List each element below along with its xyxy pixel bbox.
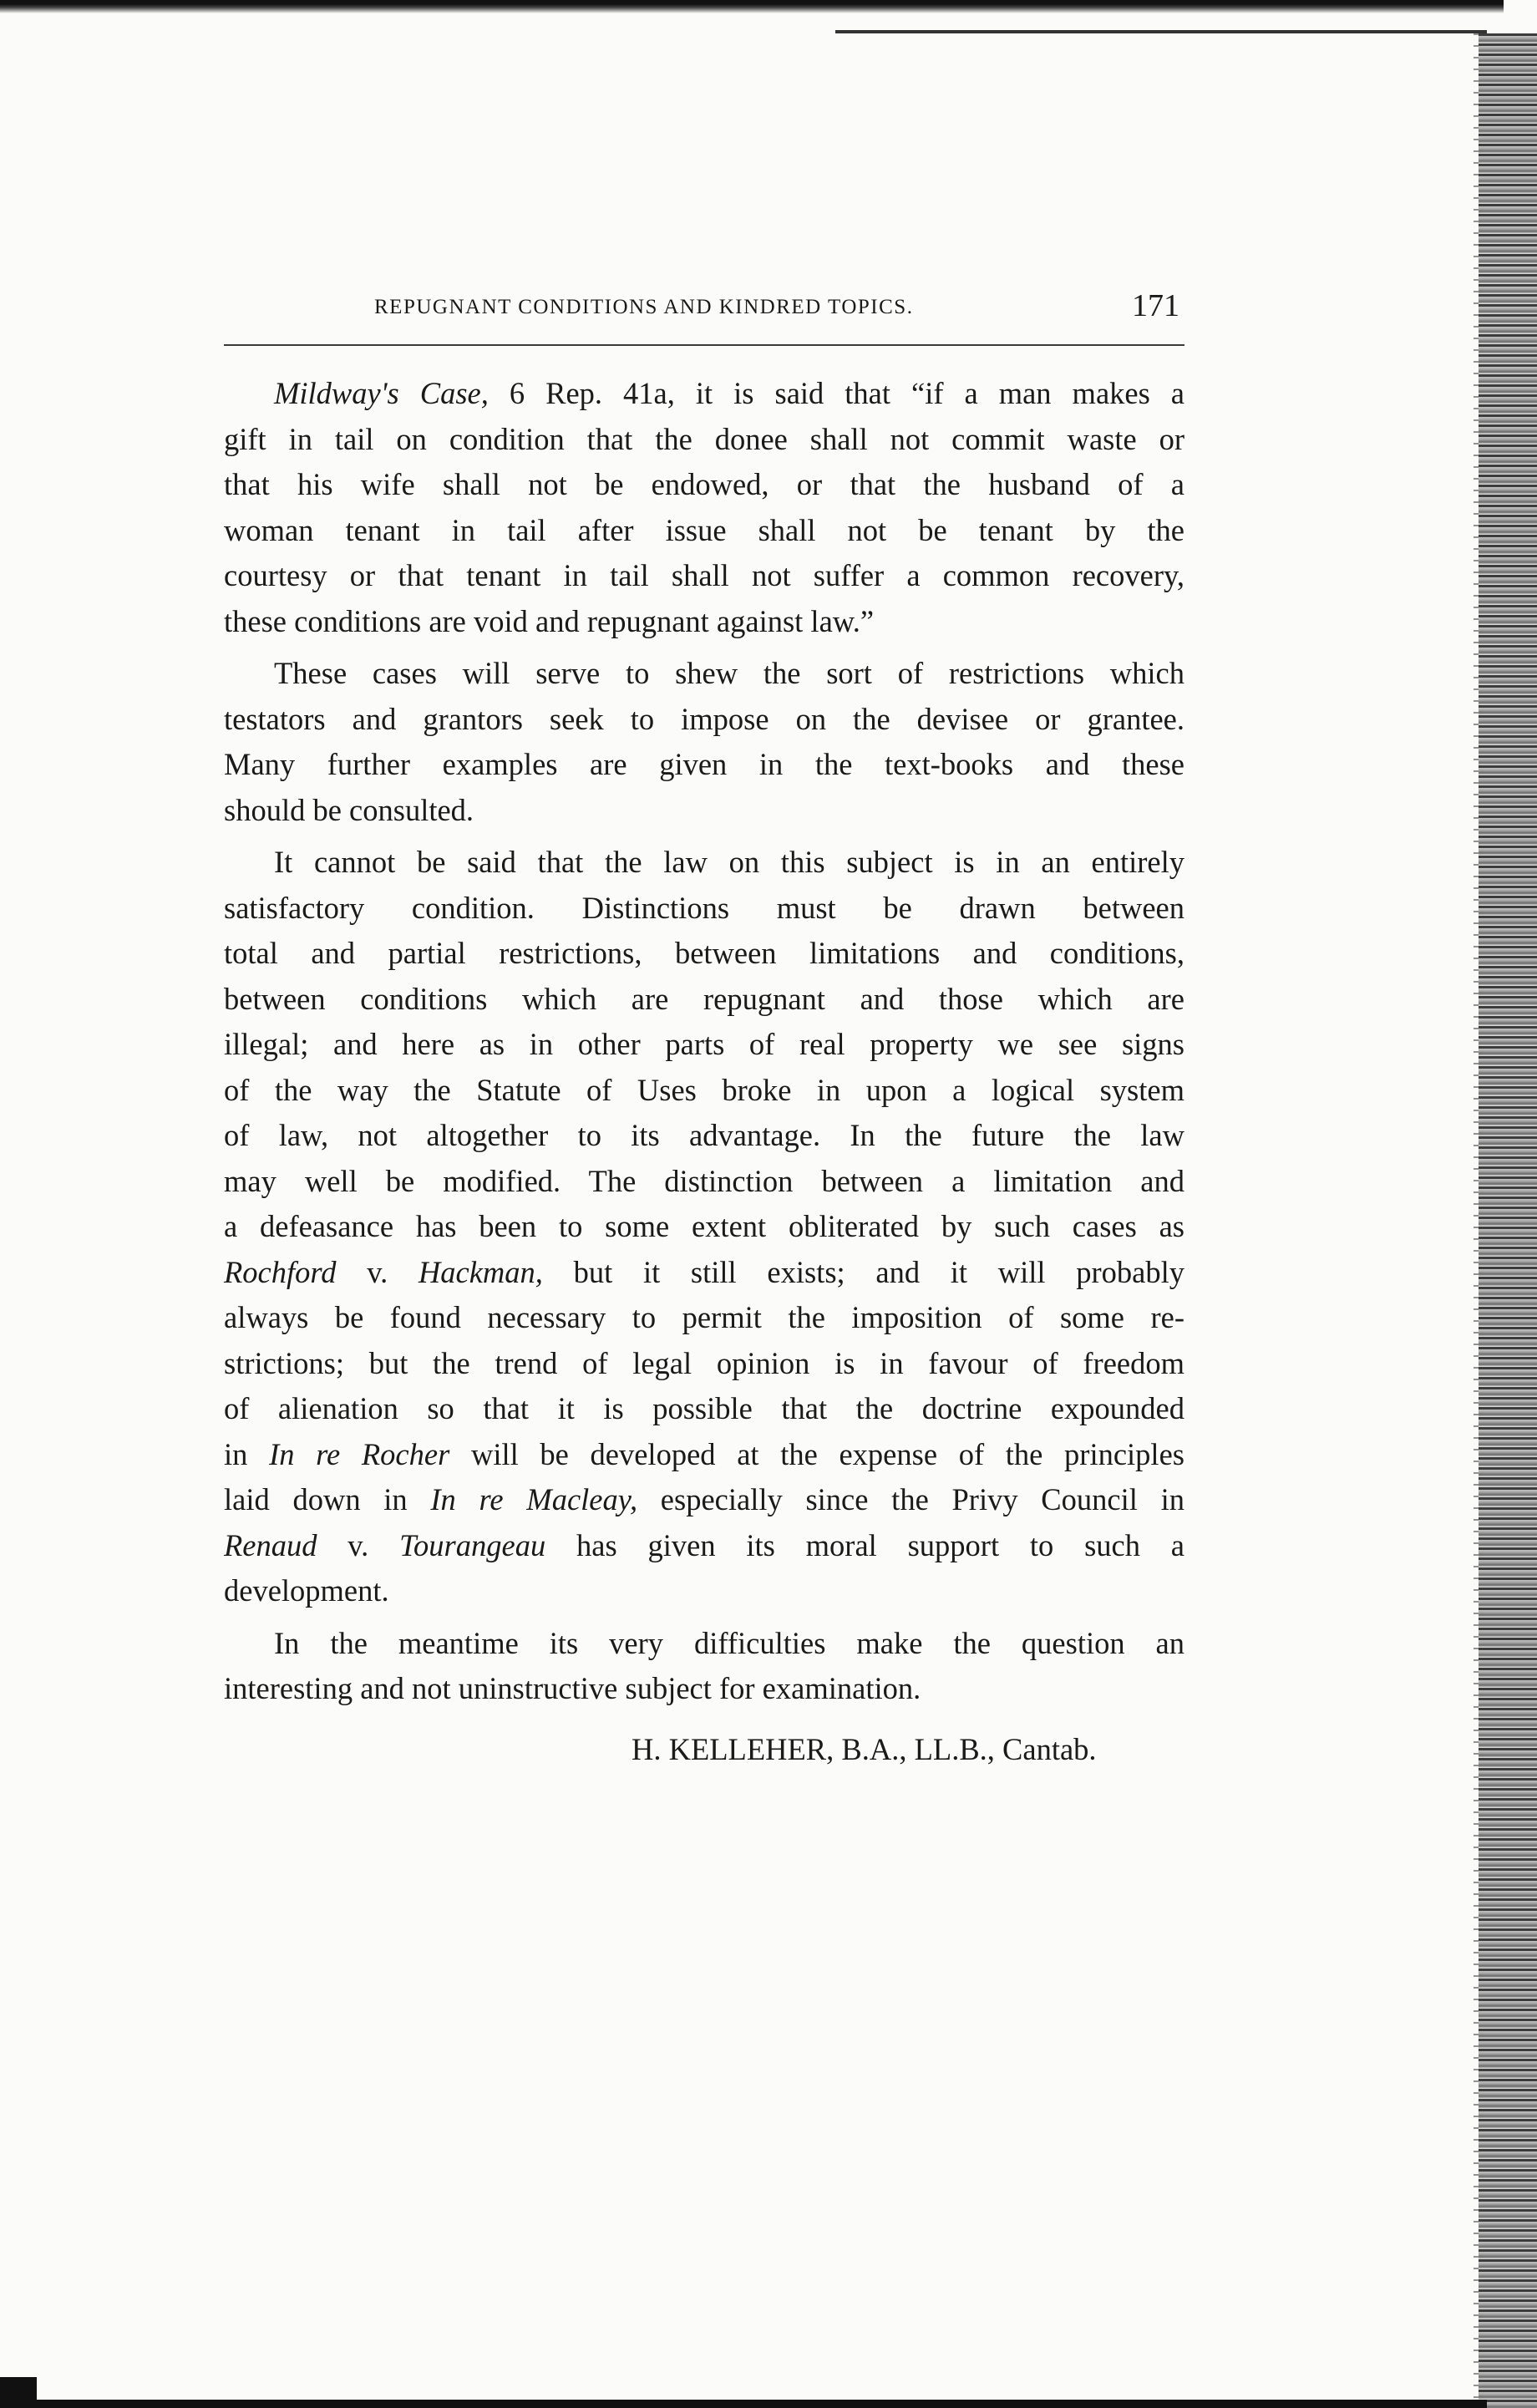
text-line — [224, 1666, 1184, 1712]
paragraph-p2 — [224, 651, 1184, 833]
text-run: gift in tail on condition that the donee shall not commit waste or — [224, 421, 1184, 456]
text-line — [224, 462, 1184, 508]
text-run: laid down in — [224, 1482, 431, 1516]
text-line — [224, 788, 1184, 834]
text-run: These cases will serve to shew the sort of restrictions which — [274, 656, 1184, 690]
case-citation: Mildway's Case, — [274, 376, 489, 410]
text-run: but it still exists; and it will probably — [542, 1254, 1184, 1289]
text-run: has given its moral support to such a — [545, 1527, 1184, 1562]
paragraph-p3 — [224, 840, 1184, 1614]
text-line — [224, 1295, 1184, 1341]
page-number: 171 — [1132, 288, 1179, 323]
scan-border-bottom — [0, 2400, 1487, 2408]
case-citation: In re Macleay, — [430, 1482, 638, 1516]
text-line — [224, 1341, 1184, 1387]
text-line — [224, 977, 1184, 1023]
text-line — [224, 1386, 1184, 1432]
text-run: testators and grantors seek to impose on the devisee or grantee. — [224, 701, 1184, 736]
text-line — [224, 742, 1184, 788]
case-citation: Renaud — [224, 1527, 317, 1562]
text-run: always be found necessary to permit the imposition of some re- — [224, 1300, 1184, 1334]
text-run: In the meantime its very difficulties make the question an — [274, 1625, 1184, 1660]
text-run: of the way the Statute of Uses broke in upon a logical system — [224, 1072, 1184, 1107]
text-run: development. — [224, 1573, 389, 1608]
page-header — [224, 288, 1184, 346]
text-run: especially since the Privy Council in — [637, 1482, 1184, 1516]
text-run: strictions; but the trend of legal opinion is in favour of freedom — [224, 1345, 1184, 1380]
paragraph-p4 — [224, 1621, 1184, 1712]
case-citation: Tourangeau — [399, 1527, 546, 1562]
text-run: that his wife shall not be endowed, or that the husband of a — [224, 467, 1184, 501]
scan-border-top-tail — [835, 30, 1487, 33]
text-line — [224, 1523, 1184, 1569]
text-line — [224, 1022, 1184, 1068]
text-line — [224, 697, 1184, 743]
scan-corner — [0, 2377, 37, 2402]
text-line — [224, 1568, 1184, 1614]
text-run: of alienation so that it is possible that the doctrine expounded — [224, 1391, 1184, 1425]
text-line — [224, 508, 1184, 554]
text-run: courtesy or that tenant in tail shall not suffer a common recovery, — [224, 558, 1184, 592]
scan-border-top — [0, 0, 1504, 13]
text-line — [224, 1621, 1184, 1667]
text-run: interesting and not uninstructive subject for examination. — [224, 1671, 921, 1705]
scan-border-right — [1479, 33, 1537, 2408]
text-run: should be consulted. — [224, 792, 474, 827]
text-run: total and partial restrictions, between limitations and conditions, — [224, 936, 1184, 970]
body-text — [224, 371, 1184, 1712]
text-line — [224, 553, 1184, 599]
author-signature: H. KELLEHER, B.A., LL.B., Cantab. — [632, 1732, 1097, 1766]
text-run: of law, not altogether to its advantage. In the future the law — [224, 1118, 1184, 1152]
text-line — [224, 371, 1184, 417]
text-run: between conditions which are repugnant and those which are — [224, 981, 1184, 1016]
text-line — [224, 1204, 1184, 1250]
text-run: may well be modified. The distinction between a limitation and — [224, 1163, 1184, 1198]
text-run: a defeasance has been to some extent obliterated by such cases as — [224, 1209, 1184, 1243]
text-line — [224, 1250, 1184, 1296]
text-run: 6 Rep. 41a, it is said that “if a man makes a — [488, 376, 1184, 410]
paragraph-p1 — [224, 371, 1184, 644]
text-line — [224, 417, 1184, 463]
text-line — [224, 651, 1184, 697]
text-line — [224, 840, 1184, 886]
text-run: v. — [317, 1527, 400, 1562]
text-line — [224, 599, 1184, 645]
text-run: in — [224, 1436, 270, 1471]
text-line — [224, 931, 1184, 977]
text-line — [224, 886, 1184, 932]
text-line — [224, 1432, 1184, 1478]
text-line — [224, 1477, 1184, 1523]
text-run: It cannot be said that the law on this subject is in an entirely — [274, 845, 1184, 879]
text-run: woman tenant in tail after issue shall not be tenant by the — [224, 512, 1184, 547]
text-run: these conditions are void and repugnant against law.” — [224, 603, 875, 638]
case-citation: In re Rocher — [269, 1436, 450, 1471]
text-run: satisfactory condition. Distinctions must be drawn between — [224, 890, 1184, 925]
text-run: illegal; and here as in other parts of real property we see signs — [224, 1027, 1184, 1061]
running-head: REPUGNANT CONDITIONS AND KINDRED TOPICS. — [374, 296, 914, 318]
case-citation: Hackman, — [418, 1254, 543, 1289]
text-line — [224, 1113, 1184, 1159]
text-line — [224, 1068, 1184, 1114]
text-run: will be developed at the expense of the principles — [449, 1436, 1184, 1471]
text-line — [224, 1159, 1184, 1205]
case-citation: Rochford — [224, 1254, 337, 1289]
text-run: Many further examples are given in the text-books and these — [224, 747, 1184, 781]
text-run: v. — [336, 1254, 418, 1289]
